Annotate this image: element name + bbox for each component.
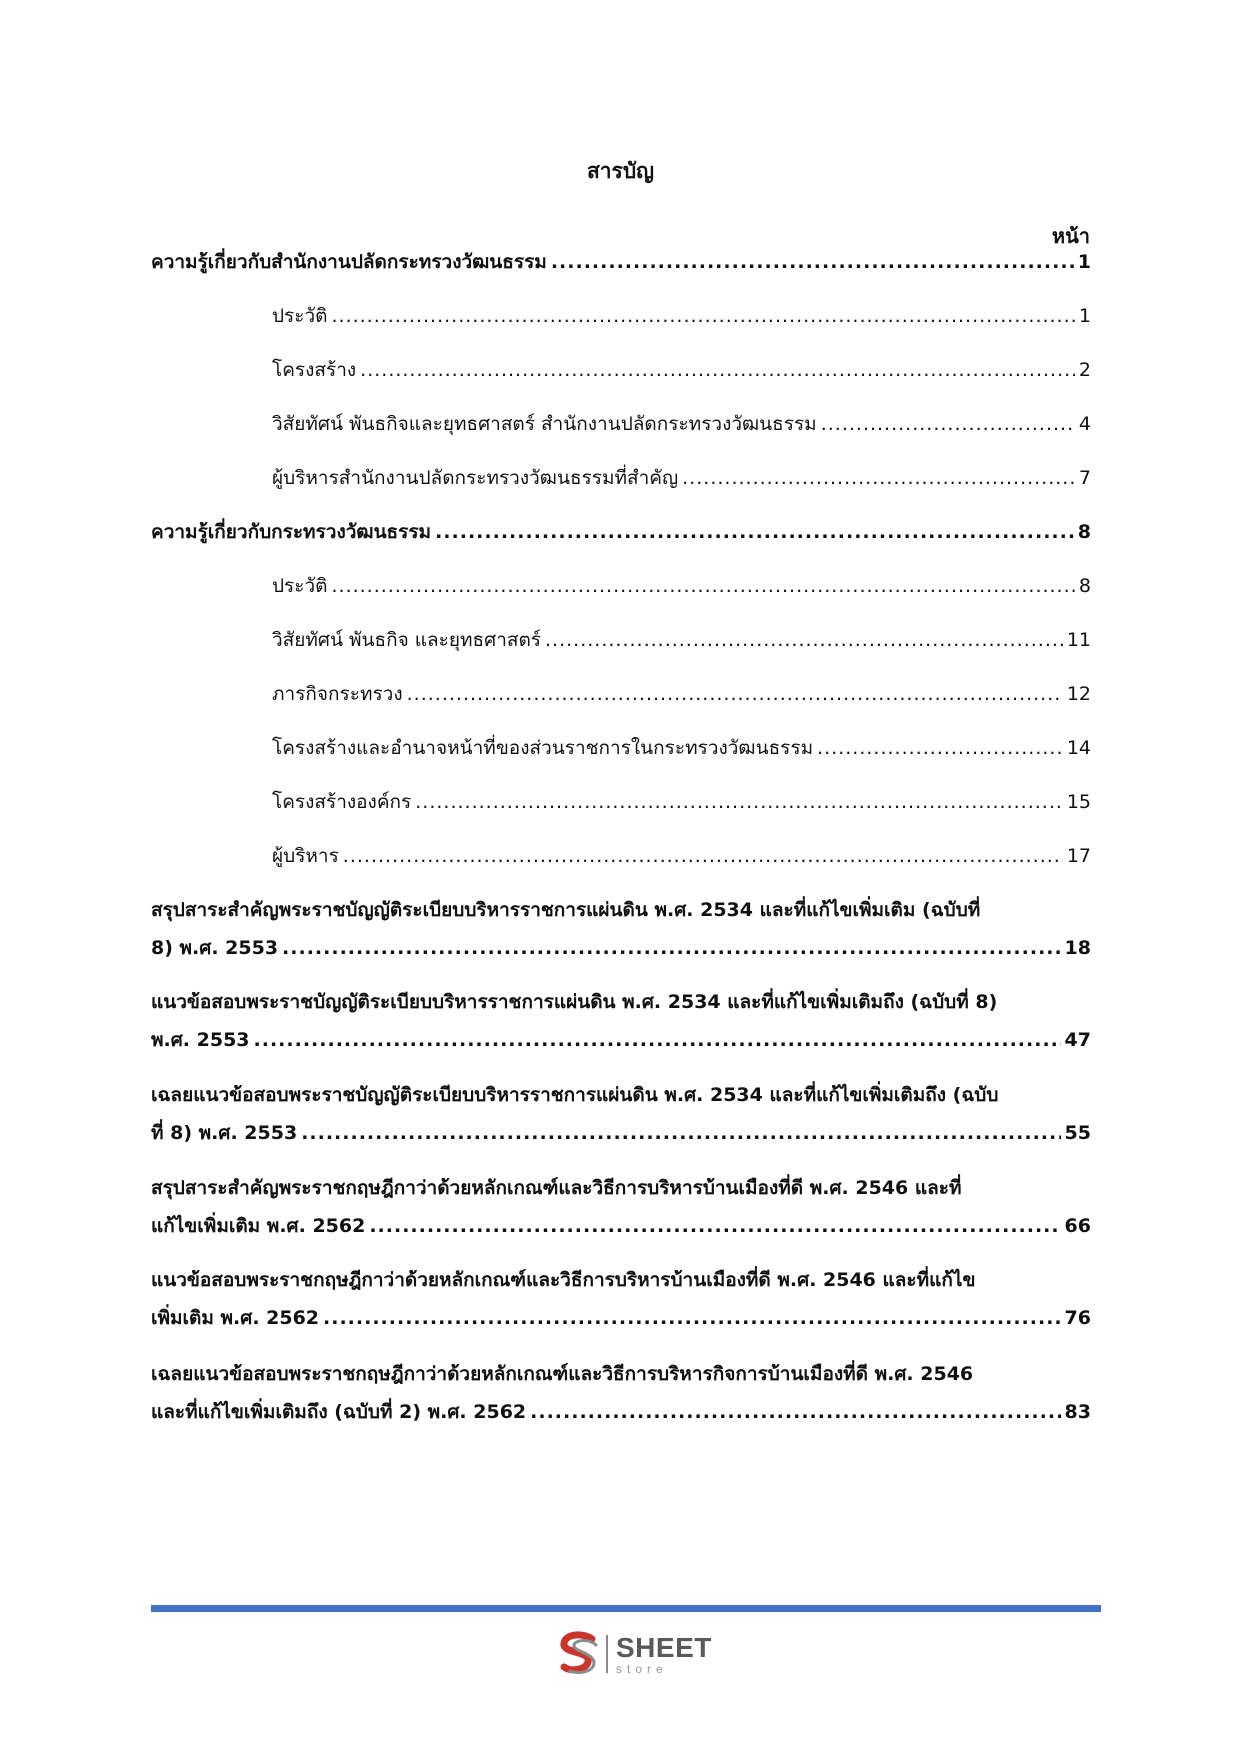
toc-leader (254, 1026, 1061, 1054)
toc-entry[interactable] (272, 680, 1091, 708)
toc-leader (551, 248, 1074, 276)
toc-page-number: 15 (1066, 791, 1091, 813)
toc-leader (282, 934, 1061, 962)
logo-brand-text: SHEET (616, 1631, 712, 1663)
toc-leader (817, 734, 1063, 762)
toc-entry-title: 8) พ.ศ. 2553 (151, 937, 279, 959)
toc-entry-line1[interactable]: แนวข้อสอบพระราชบัญญัติระเบียบบริหารราชการแผ่นดิน พ.ศ. 2534 และที่แก้ไขเพิ่มเติมถึง (ฉบับที่ 8) (151, 991, 998, 1013)
toc-leader (301, 1119, 1060, 1147)
toc-leader (360, 356, 1075, 384)
toc-entry[interactable] (151, 248, 1091, 276)
toc-page-number: 18 (1064, 937, 1091, 959)
toc-entry-title: โครงสร้าง (272, 359, 357, 381)
toc-leader (435, 518, 1074, 546)
toc-entry-line1[interactable]: เฉลยแนวข้อสอบพระราชกฤษฎีกาว่าด้วยหลักเกณฑ์และวิธีการบริหารกิจการบ้านเมืองที่ดี พ.ศ. 2546 (151, 1363, 974, 1385)
toc-page-number: 7 (1078, 467, 1091, 489)
toc-entry[interactable] (151, 1119, 1091, 1147)
toc-entry-title: ความรู้เกี่ยวกับกระทรวงวัฒนธรรม (151, 521, 432, 543)
toc-page-number: 11 (1066, 629, 1091, 651)
logo-separator (606, 1635, 608, 1673)
toc-entry-title: วิสัยทัศน์ พันธกิจ และยุทธศาสตร์ (272, 629, 542, 651)
toc-entry[interactable] (272, 842, 1091, 870)
toc-entry-title: พ.ศ. 2553 (151, 1029, 250, 1051)
toc-leader (821, 410, 1075, 438)
toc-page-number: 55 (1064, 1122, 1091, 1144)
toc-entry[interactable] (272, 464, 1091, 492)
toc-page-number: 1 (1077, 251, 1091, 273)
sheet-store-logo-icon (558, 1631, 602, 1677)
toc-entry-title: ภารกิจกระทรวง (272, 683, 403, 705)
toc-leader (331, 302, 1074, 330)
toc-entry[interactable] (151, 1212, 1091, 1240)
toc-entry-title: และที่แก้ไขเพิ่มเติมถึง (ฉบับที่ 2) พ.ศ. 2562 (151, 1401, 527, 1423)
toc-entry-title: แก้ไขเพิ่มเติม พ.ศ. 2562 (151, 1215, 366, 1237)
toc-page-number: 66 (1064, 1215, 1091, 1237)
sheet-store-logo (558, 1628, 728, 1680)
toc-entry-title: วิสัยทัศน์ พันธกิจและยุทธศาสตร์ สำนักงานปลัดกระทรวงวัฒนธรรม (272, 413, 817, 435)
page-title: สารบัญ (586, 159, 655, 183)
toc-page-number: 83 (1064, 1401, 1091, 1423)
toc-entry-title: ความรู้เกี่ยวกับสำนักงานปลัดกระทรวงวัฒนธรรม (151, 251, 547, 273)
toc-entry[interactable] (151, 934, 1091, 962)
footer-rule (151, 1605, 1101, 1612)
toc-entry[interactable] (272, 788, 1091, 816)
toc-entry-title: ประวัติ (272, 575, 328, 597)
toc-entry-line1[interactable]: สรุปสาระสำคัญพระราชกฤษฎีกาว่าด้วยหลักเกณฑ์และวิธีการบริหารบ้านเมืองที่ดี พ.ศ. 2546 และที่ (151, 1177, 962, 1199)
toc-page-number: 17 (1066, 845, 1091, 867)
page-column-label: หน้า (1051, 224, 1090, 248)
toc-leader (369, 1212, 1060, 1240)
toc-page-number: 2 (1078, 359, 1091, 381)
toc-entry[interactable] (272, 356, 1091, 384)
toc-page-number: 8 (1078, 575, 1091, 597)
toc-entry-title: โครงสร้างและอำนาจหน้าที่ของส่วนราชการในกระทรวงวัฒนธรรม (272, 737, 814, 759)
toc-entry[interactable] (272, 734, 1091, 762)
toc-entry[interactable] (272, 410, 1091, 438)
toc-leader (530, 1398, 1060, 1426)
toc-entry-line1[interactable]: สรุปสาระสำคัญพระราชบัญญัติระเบียบบริหารราชการแผ่นดิน พ.ศ. 2534 และที่แก้ไขเพิ่มเติม (ฉบับที่ (151, 899, 981, 921)
toc-entry[interactable] (151, 518, 1091, 546)
toc-entry-title: ที่ 8) พ.ศ. 2553 (151, 1122, 298, 1144)
toc-leader (343, 842, 1063, 870)
toc-entry-line1[interactable]: แนวข้อสอบพระราชกฤษฎีกาว่าด้วยหลักเกณฑ์และวิธีการบริหารบ้านเมืองที่ดี พ.ศ. 2546 และที่แก้ไข (151, 1269, 976, 1291)
toc-entry[interactable] (151, 1398, 1091, 1426)
toc-entry[interactable] (151, 1026, 1091, 1054)
toc-leader (415, 788, 1063, 816)
toc-leader (323, 1304, 1061, 1332)
toc-entry-line1[interactable]: เฉลยแนวข้อสอบพระราชบัญญัติระเบียบบริหารราชการแผ่นดิน พ.ศ. 2534 และที่แก้ไขเพิ่มเติมถึง (ฉบับ (151, 1084, 999, 1106)
toc-page-number: 12 (1066, 683, 1091, 705)
toc-page-number: 8 (1077, 521, 1091, 543)
toc-leader (682, 464, 1075, 492)
logo-brand-subtext: store (616, 1661, 668, 1676)
toc-entry-title: ผู้บริหาร (272, 845, 339, 867)
toc-entry-title: ประวัติ (272, 305, 328, 327)
toc-entry[interactable] (151, 1304, 1091, 1332)
toc-entry[interactable] (272, 572, 1091, 600)
toc-entry-title: โครงสร้างองค์กร (272, 791, 412, 813)
toc-leader (331, 572, 1074, 600)
toc-page-number: 4 (1078, 413, 1091, 435)
toc-entry-title: เพิ่มเติม พ.ศ. 2562 (151, 1307, 320, 1329)
toc-page-number: 1 (1078, 305, 1091, 327)
toc-entry[interactable] (272, 626, 1091, 654)
toc-page-number: 47 (1064, 1029, 1091, 1051)
toc-entry-title: ผู้บริหารสำนักงานปลัดกระทรวงวัฒนธรรมที่สำคัญ (272, 467, 679, 489)
toc-leader (545, 626, 1063, 654)
toc-page-number: 14 (1066, 737, 1091, 759)
toc-entry[interactable] (272, 302, 1091, 330)
toc-page-number: 76 (1064, 1307, 1091, 1329)
toc-leader (407, 680, 1063, 708)
